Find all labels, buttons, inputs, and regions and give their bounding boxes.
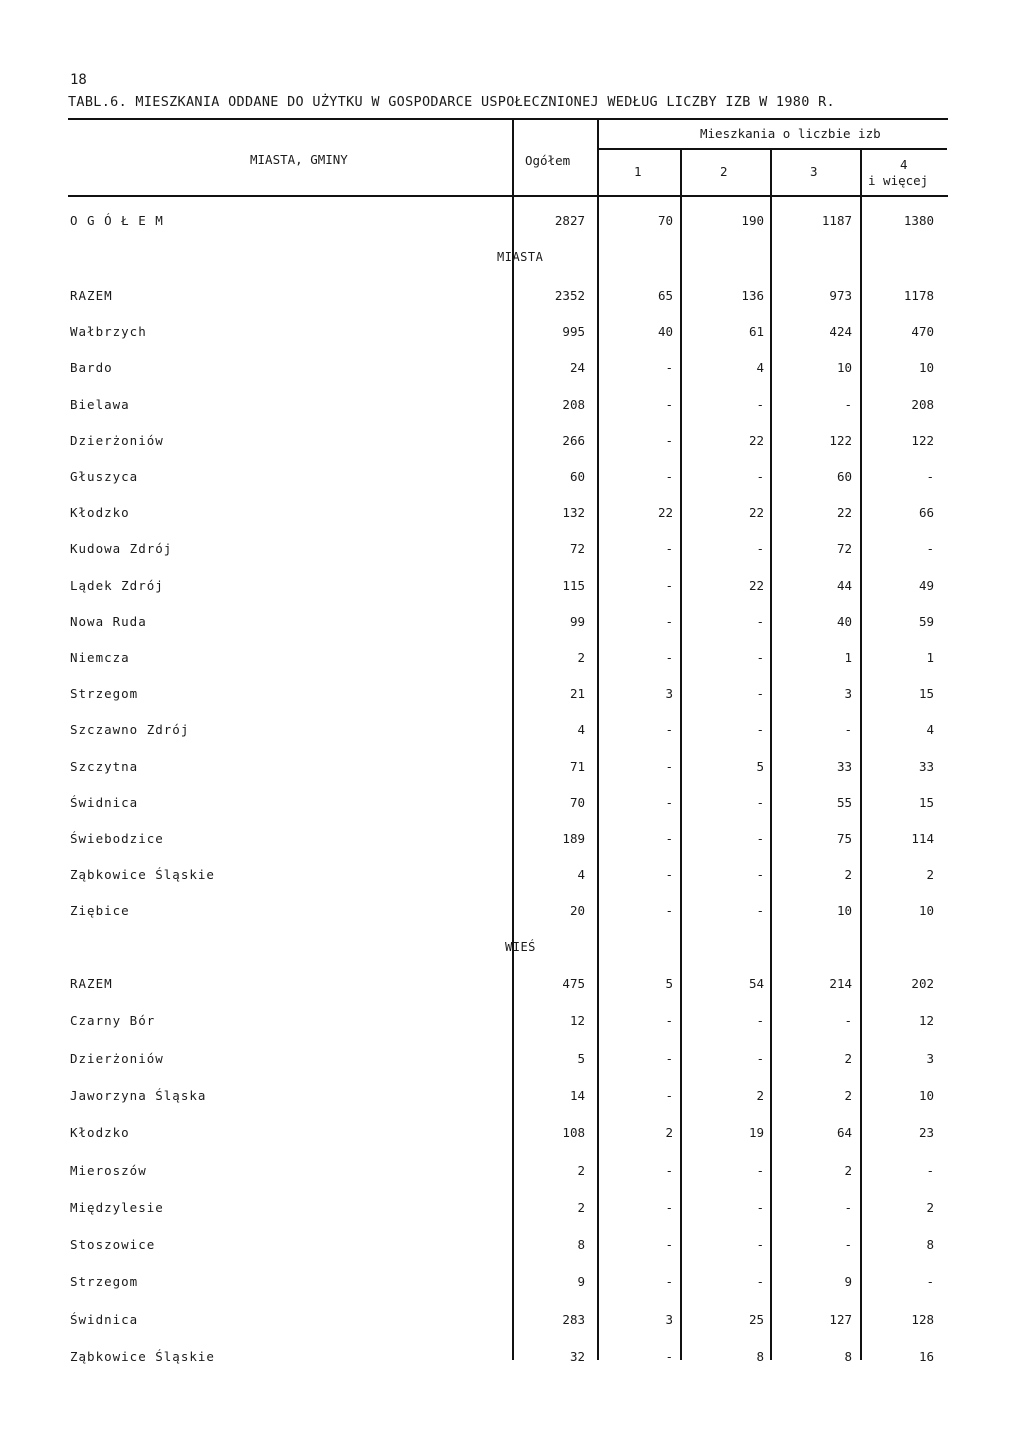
city-row (0, 614, 1024, 634)
city-row (0, 867, 1024, 887)
rooms-4-value: - (926, 1274, 934, 1290)
title-underline (68, 118, 948, 120)
place-name: Szczawno Zdrój (70, 722, 190, 738)
rooms-1-value: - (665, 1162, 673, 1178)
rooms-2-value: - (756, 469, 764, 484)
rooms-4-value: 59 (918, 613, 934, 629)
rooms-4-value: 10 (918, 903, 934, 919)
rooms-1-value: - (665, 722, 673, 738)
rooms-1-value: - (665, 831, 673, 846)
rooms-4-value: - (926, 541, 934, 557)
section-label-cities: MIASTA (497, 250, 544, 264)
total-value: 71 (569, 758, 585, 774)
rooms-3-value: 33 (836, 758, 852, 774)
rooms-1-value: - (665, 541, 673, 557)
rooms-2-value: - (756, 1162, 764, 1178)
rooms-2-value: 22 (748, 577, 764, 593)
rooms-1-value: - (665, 360, 673, 376)
rooms-4-value: 8 (926, 1237, 934, 1253)
total-value: 2 (577, 1199, 585, 1215)
rooms-2-value: - (756, 903, 764, 919)
header-rooms-4: 4 (900, 157, 908, 172)
village-row (0, 1051, 1024, 1071)
rooms-2-value: 19 (748, 1125, 764, 1141)
village-row (0, 1200, 1024, 1220)
rooms-3-value: 10 (836, 903, 852, 919)
total-value: 2352 (554, 288, 585, 303)
rooms-2-value: - (756, 650, 764, 665)
rooms-4-value: 122 (911, 432, 934, 448)
city-row (0, 433, 1024, 453)
header-total-column: Ogółem (525, 153, 571, 168)
rooms-4-value: 15 (918, 686, 934, 702)
rooms-1-value: - (665, 1050, 673, 1066)
place-name: Lądek Zdrój (70, 577, 164, 593)
rooms-3-value: 60 (836, 469, 852, 484)
rooms-4-value: 66 (918, 505, 934, 521)
rooms-1-value: - (665, 1274, 673, 1290)
rooms-2-value: - (756, 794, 764, 810)
rooms-3-value: 127 (829, 1311, 852, 1327)
rooms-1-value: - (665, 396, 673, 412)
rooms-2-value: 136 (741, 288, 764, 303)
rooms-3-value: 2 (844, 1087, 852, 1103)
rooms-2-value: - (756, 831, 764, 846)
rooms-1-value: 2 (665, 1125, 673, 1141)
rooms-4-value: 202 (911, 976, 934, 991)
place-name: Mieroszów (70, 1162, 147, 1178)
total-value: 4 (577, 722, 585, 738)
rooms-2-value: 22 (748, 505, 764, 521)
rooms-4-value: - (926, 1162, 934, 1178)
rooms-3-value: 424 (829, 324, 852, 340)
table-title: TABL.6. MIESZKANIA ODDANE DO UŻYTKU W GOSPODARCE USPOŁECZNIONEJ WEDŁUG LICZBY IZB W 1980 R. (68, 94, 835, 110)
total-value: 2 (577, 1162, 585, 1178)
village-row (0, 1274, 1024, 1294)
rooms-4-value: 12 (918, 1013, 934, 1029)
rooms-3-value: - (844, 1237, 852, 1253)
total-value: 4 (577, 867, 585, 883)
rooms-3-value: 22 (836, 505, 852, 521)
total-value: 32 (569, 1349, 585, 1364)
city-row (0, 397, 1024, 417)
rooms-3-value: 2 (844, 867, 852, 883)
place-name: RAZEM (70, 288, 113, 303)
rooms-1-value: - (665, 1013, 673, 1029)
total-row-rooms-2: 190 (741, 213, 764, 228)
rooms-3-value: 122 (829, 432, 852, 448)
city-row (0, 795, 1024, 815)
place-name: Szczytna (70, 758, 139, 774)
rooms-4-value: 470 (911, 324, 934, 340)
rooms-4-value: 15 (918, 794, 934, 810)
total-value: 995 (562, 324, 585, 340)
city-row (0, 759, 1024, 779)
header-rooms-1: 1 (634, 164, 642, 179)
city-row (0, 686, 1024, 706)
place-name: Świdnica (70, 794, 139, 810)
place-name: Świebodzice (70, 831, 164, 846)
rooms-3-value: - (844, 396, 852, 412)
rooms-2-value: - (756, 396, 764, 412)
total-value: 9 (577, 1274, 585, 1290)
rooms-3-value: 55 (836, 794, 852, 810)
total-value: 108 (562, 1125, 585, 1141)
rooms-3-value: 3 (844, 686, 852, 702)
header-rooms-4-more: i więcej (868, 173, 929, 188)
village-row (0, 1088, 1024, 1108)
place-name: Ząbkowice Śląskie (70, 1349, 215, 1364)
total-row (0, 213, 1024, 233)
total-value: 2 (577, 650, 585, 665)
rooms-3-value: 973 (829, 288, 852, 303)
total-value: 21 (569, 686, 585, 702)
rooms-2-value: - (756, 1013, 764, 1029)
village-row (0, 1349, 1024, 1369)
total-value: 132 (562, 505, 585, 521)
rooms-1-value: 3 (665, 1311, 673, 1327)
total-value: 5 (577, 1050, 585, 1066)
place-name: Nowa Ruda (70, 613, 147, 629)
page-number: 18 (70, 72, 87, 88)
rooms-2-value: - (756, 686, 764, 702)
rooms-3-value: 9 (844, 1274, 852, 1290)
rooms-1-value: - (665, 432, 673, 448)
rooms-4-value: 49 (918, 577, 934, 593)
section-label-villages: WIEŚ (505, 940, 536, 954)
rooms-2-value: 61 (748, 324, 764, 340)
rooms-1-value: - (665, 469, 673, 484)
rooms-1-value: 5 (665, 976, 673, 991)
rooms-4-value: 23 (918, 1125, 934, 1141)
place-name: Czarny Bór (70, 1013, 156, 1029)
rooms-1-value: - (665, 650, 673, 665)
rooms-4-value: 10 (918, 1087, 934, 1103)
rooms-4-value: 2 (926, 1199, 934, 1215)
rooms-1-value: - (665, 867, 673, 883)
place-name: Świdnica (70, 1311, 139, 1327)
city-row (0, 722, 1024, 742)
total-value: 99 (569, 613, 585, 629)
place-name: Kłodzko (70, 1125, 130, 1141)
total-value: 208 (562, 396, 585, 412)
place-name: Dzierżoniów (70, 1050, 164, 1066)
rooms-2-value: - (756, 1274, 764, 1290)
total-value: 475 (562, 976, 585, 991)
rooms-4-value: 1178 (903, 288, 934, 303)
rooms-3-value: 75 (836, 831, 852, 846)
place-name: Strzegom (70, 686, 139, 702)
rooms-2-value: 4 (756, 360, 764, 376)
place-name: Głuszyca (70, 469, 139, 484)
total-value: 12 (569, 1013, 585, 1029)
total-row-rooms-1: 70 (657, 213, 673, 228)
rooms-3-value: 1 (844, 650, 852, 665)
rooms-2-value: - (756, 613, 764, 629)
rooms-2-value: - (756, 1199, 764, 1215)
total-value: 8 (577, 1237, 585, 1253)
rooms-4-value: - (926, 469, 934, 484)
village-row (0, 976, 1024, 996)
rooms-4-value: 33 (918, 758, 934, 774)
place-name: Niemcza (70, 650, 130, 665)
rooms-1-value: - (665, 577, 673, 593)
city-row (0, 360, 1024, 380)
city-row (0, 288, 1024, 308)
total-value: 283 (562, 1311, 585, 1327)
total-value: 266 (562, 432, 585, 448)
rooms-2-value: 8 (756, 1349, 764, 1364)
rooms-3-value: 64 (836, 1125, 852, 1141)
rooms-2-value: 5 (756, 758, 764, 774)
header-rooms-2: 2 (720, 164, 728, 179)
rooms-2-value: 22 (748, 432, 764, 448)
rooms-4-value: 10 (918, 360, 934, 376)
place-name: Strzegom (70, 1274, 139, 1290)
rooms-3-value: - (844, 1013, 852, 1029)
place-name: Bielawa (70, 396, 130, 412)
city-row (0, 903, 1024, 923)
rooms-1-value: - (665, 1199, 673, 1215)
village-row (0, 1013, 1024, 1033)
place-name: Jaworzyna Śląska (70, 1087, 207, 1103)
rooms-1-value: - (665, 794, 673, 810)
place-name: RAZEM (70, 976, 113, 991)
rooms-3-value: 72 (836, 541, 852, 557)
rooms-4-value: 16 (918, 1349, 934, 1364)
place-name: Dzierżoniów (70, 432, 164, 448)
city-row (0, 650, 1024, 670)
rooms-4-value: 2 (926, 867, 934, 883)
rooms-1-value: 40 (657, 324, 673, 340)
rooms-3-value: 2 (844, 1050, 852, 1066)
header-bottom-rule (68, 195, 948, 197)
city-row (0, 831, 1024, 851)
place-name: Ziębice (70, 903, 130, 919)
village-row (0, 1237, 1024, 1257)
total-value: 24 (569, 360, 585, 376)
rooms-3-value: 2 (844, 1162, 852, 1178)
place-name: Kłodzko (70, 505, 130, 521)
total-row-rooms-4: 1380 (903, 213, 934, 228)
total-value: 189 (562, 831, 585, 846)
rooms-4-value: 1 (926, 650, 934, 665)
rooms-4-value: 4 (926, 722, 934, 738)
rooms-1-value: - (665, 613, 673, 629)
rooms-2-value: 2 (756, 1087, 764, 1103)
total-value: 70 (569, 794, 585, 810)
rooms-2-value: 25 (748, 1311, 764, 1327)
rooms-1-value: - (665, 903, 673, 919)
place-name: Kudowa Zdrój (70, 541, 173, 557)
group-header-rule (597, 148, 947, 150)
rooms-1-value: 3 (665, 686, 673, 702)
rooms-2-value: 54 (748, 976, 764, 991)
rooms-3-value: 40 (836, 613, 852, 629)
header-name-column: MIASTA, GMINY (250, 152, 348, 167)
rooms-3-value: - (844, 722, 852, 738)
rooms-2-value: - (756, 541, 764, 557)
rooms-2-value: - (756, 867, 764, 883)
rooms-3-value: 10 (836, 360, 852, 376)
total-row-rooms-3: 1187 (821, 213, 852, 228)
rooms-3-value: 44 (836, 577, 852, 593)
total-value: 14 (569, 1087, 585, 1103)
place-name: Międzylesie (70, 1199, 164, 1215)
village-row (0, 1312, 1024, 1332)
city-row (0, 469, 1024, 489)
rooms-4-value: 3 (926, 1050, 934, 1066)
rooms-3-value: 214 (829, 976, 852, 991)
header-rooms-group: Mieszkania o liczbie izb (700, 126, 881, 141)
rooms-2-value: - (756, 722, 764, 738)
rooms-1-value: - (665, 1349, 673, 1364)
place-name: Stoszowice (70, 1237, 156, 1253)
place-name: Ząbkowice Śląskie (70, 867, 215, 883)
total-value: 115 (562, 577, 585, 593)
place-name: Wałbrzych (70, 324, 147, 340)
rooms-1-value: - (665, 1237, 673, 1253)
rooms-4-value: 114 (911, 831, 934, 846)
total-value: 72 (569, 541, 585, 557)
total-row-total: 2827 (554, 213, 585, 228)
rooms-4-value: 208 (911, 396, 934, 412)
rooms-2-value: - (756, 1237, 764, 1253)
rooms-4-value: 128 (911, 1311, 934, 1327)
place-name: Bardo (70, 360, 113, 376)
city-row (0, 578, 1024, 598)
rooms-3-value: - (844, 1199, 852, 1215)
rooms-1-value: 22 (657, 505, 673, 521)
city-row (0, 505, 1024, 525)
rooms-3-value: 8 (844, 1349, 852, 1364)
total-value: 20 (569, 903, 585, 919)
rooms-2-value: - (756, 1050, 764, 1066)
total-row-label: O G Ó Ł E M (70, 213, 164, 228)
rooms-1-value: - (665, 1087, 673, 1103)
city-row (0, 324, 1024, 344)
city-row (0, 541, 1024, 561)
village-row (0, 1125, 1024, 1145)
total-value: 60 (569, 469, 585, 484)
header-rooms-3: 3 (810, 164, 818, 179)
village-row (0, 1163, 1024, 1183)
rooms-1-value: - (665, 758, 673, 774)
rooms-1-value: 65 (657, 288, 673, 303)
